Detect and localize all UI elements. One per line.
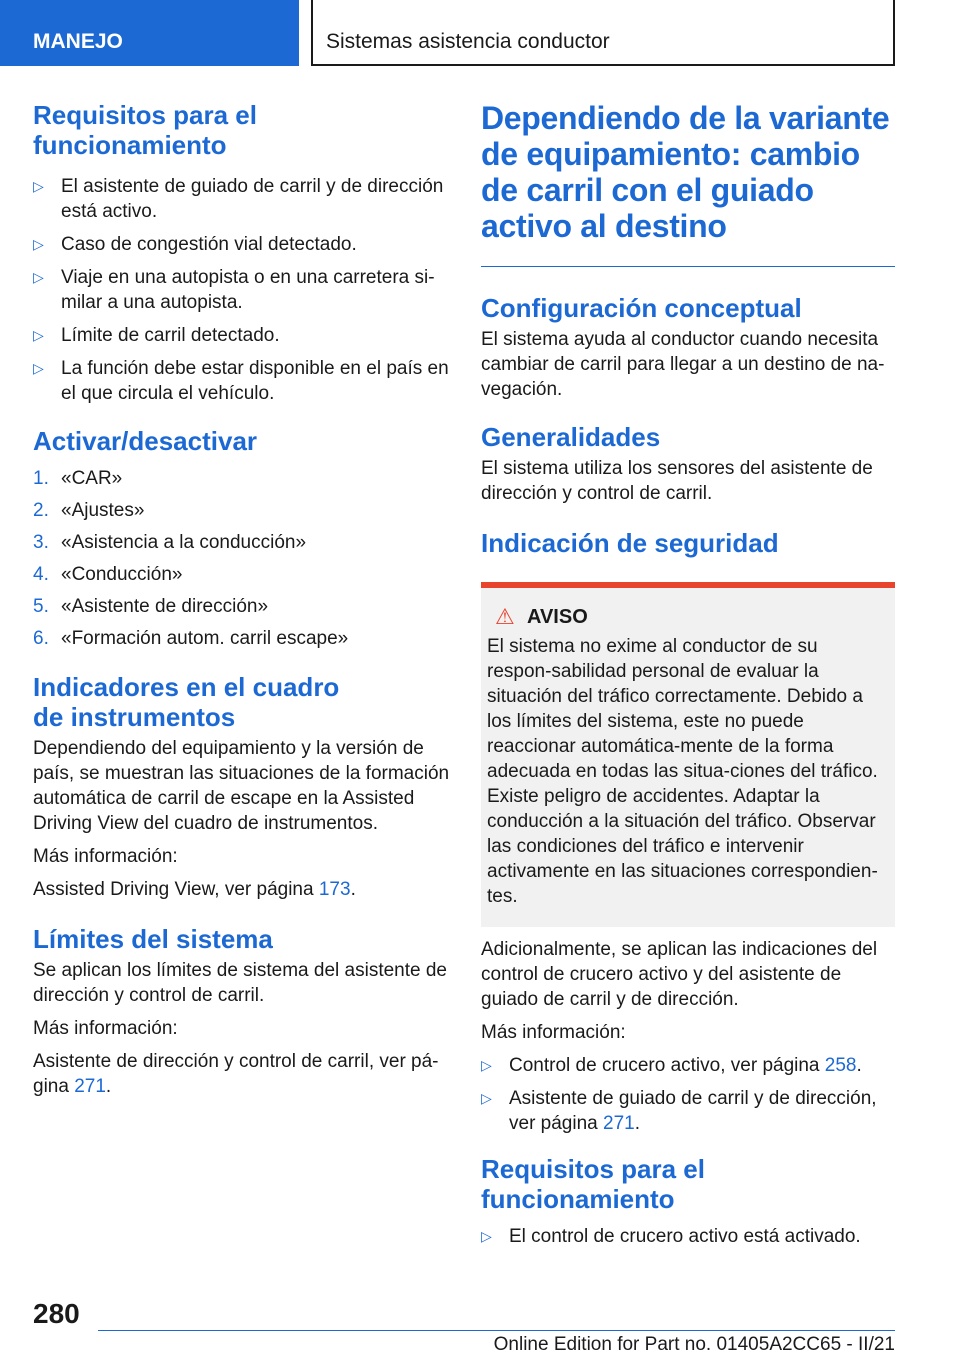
list-item: ▷ Viaje en una autopista o en una carretera si-milar a una autopista. (33, 267, 435, 313)
more-info-label: Más información: (33, 846, 178, 867)
chapter-title: Sistemas asistencia conductor (311, 0, 895, 66)
limits-heading: Límites del sistema (33, 924, 273, 954)
list-item: ▷ El asistente de guiado de carril y de dirección está activo. (33, 176, 444, 222)
limits-reference: Asistente de dirección y control de carril, ver pá-gina 271. (33, 1051, 439, 1097)
page-link-258[interactable]: 258 (824, 1055, 857, 1076)
requirements-heading: Requisitos para el funcionamiento (481, 1154, 705, 1214)
left-column (33, 100, 453, 1099)
indicators-heading: Indicadores en el cuadro de instrumentos (33, 672, 340, 732)
warning-box (481, 582, 895, 927)
requirements-list (481, 1224, 895, 1249)
triangle-bullet-icon: ▷ (481, 1228, 492, 1244)
list-item: 5. «Asistente de dirección» (33, 596, 269, 617)
concept-heading: Configuración conceptual (481, 293, 802, 323)
right-column (481, 100, 895, 1257)
list-item: ▷ Caso de congestión vial detectado. (33, 234, 357, 255)
triangle-bullet-icon: ▷ (33, 360, 44, 376)
list-item: 2. «Ajustes» (33, 500, 145, 521)
list-item: 6. «Formación autom. carril escape» (33, 628, 349, 649)
section-tab: MANEJO (0, 0, 299, 66)
additional-text: Adicionalmente, se aplican las indicaciones del control de crucero activo y del asistente de guiado de carril y de dirección. (481, 939, 878, 1010)
edition-text: Online Edition for Part no. 01405A2CC65 - II/21 (493, 1334, 895, 1355)
page-link-271[interactable]: 271 (603, 1113, 635, 1134)
list-item: 1. «CAR» (33, 468, 123, 489)
heading-divider (481, 266, 895, 267)
steps-list (33, 466, 453, 651)
page-number: 280 (33, 1298, 80, 1329)
more-info-label: Más información: (33, 1018, 178, 1039)
triangle-bullet-icon: ▷ (33, 269, 44, 285)
list-item: ▷ Límite de carril detectado. (33, 325, 280, 346)
footer-divider (98, 1330, 895, 1331)
requirements-heading: Requisitos para el funcionamiento (33, 100, 257, 160)
general-text: El sistema utiliza los sensores del asistente de dirección y control de carril. (481, 458, 873, 504)
list-item: 3. «Asistencia a la conducción» (33, 532, 307, 553)
more-info-label: Más información: (481, 1022, 626, 1043)
triangle-bullet-icon: ▷ (33, 178, 44, 194)
list-item: ▷ Control de crucero activo, ver página 258. (481, 1055, 862, 1076)
indicators-text: Dependiendo del equipamiento y la versión de país, se muestran las situaciones de la formación automática de carril de escape en la Assisted Driving View del cuadro de instrumentos. (33, 738, 450, 834)
main-heading: Dependiendo de la variante de equipamiento: cambio de carril con el guiado activo al destino (481, 100, 890, 244)
activate-heading: Activar/desactivar (33, 426, 258, 456)
triangle-bullet-icon: ▷ (481, 1090, 492, 1106)
concept-text: El sistema ayuda al conductor cuando necesita cambiar de carril para llegar a un destino de na-vegación. (481, 329, 885, 400)
list-item: 4. «Conducción» (33, 564, 183, 585)
limits-text: Se aplican los límites de sistema del asistente de dirección y control de carril. (33, 960, 447, 1006)
list-item: ▷ La función debe estar disponible en el país en el que circula el vehículo. (33, 358, 449, 404)
triangle-bullet-icon: ▷ (481, 1057, 492, 1073)
triangle-bullet-icon: ▷ (33, 327, 44, 343)
indicators-reference: Assisted Driving View, ver página 173. (33, 879, 356, 900)
warning-label: AVISO (527, 606, 588, 628)
warning-triangle-icon: ⚠ (495, 604, 515, 629)
page-link-173[interactable]: 173 (318, 879, 351, 900)
warning-text: El sistema no exime al conductor de su respon-sabilidad personal de evaluar la situación del tráfico correctamente. Debido a los límites del sistema, este no puede reaccionar automática-mente de la forma adecuada en todas las situa-ciones del tráfico. Existe peligro de accidentes. Adaptar la conducción a la situación del tráfico. Observar las condiciones del tráfico e intervenir activamente en las situaciones correspondien-tes. (487, 636, 878, 907)
list-item: ▷ Asistente de guiado de carril y de dirección, ver página 271. (481, 1088, 877, 1134)
reference-list (481, 1053, 895, 1136)
page-link-271[interactable]: 271 (74, 1076, 106, 1097)
list-item: ▷ El control de crucero activo está activado. (481, 1226, 861, 1247)
requirements-list (33, 174, 453, 406)
general-heading: Generalidades (481, 422, 661, 452)
triangle-bullet-icon: ▷ (33, 236, 44, 252)
safety-heading: Indicación de seguridad (481, 528, 779, 558)
